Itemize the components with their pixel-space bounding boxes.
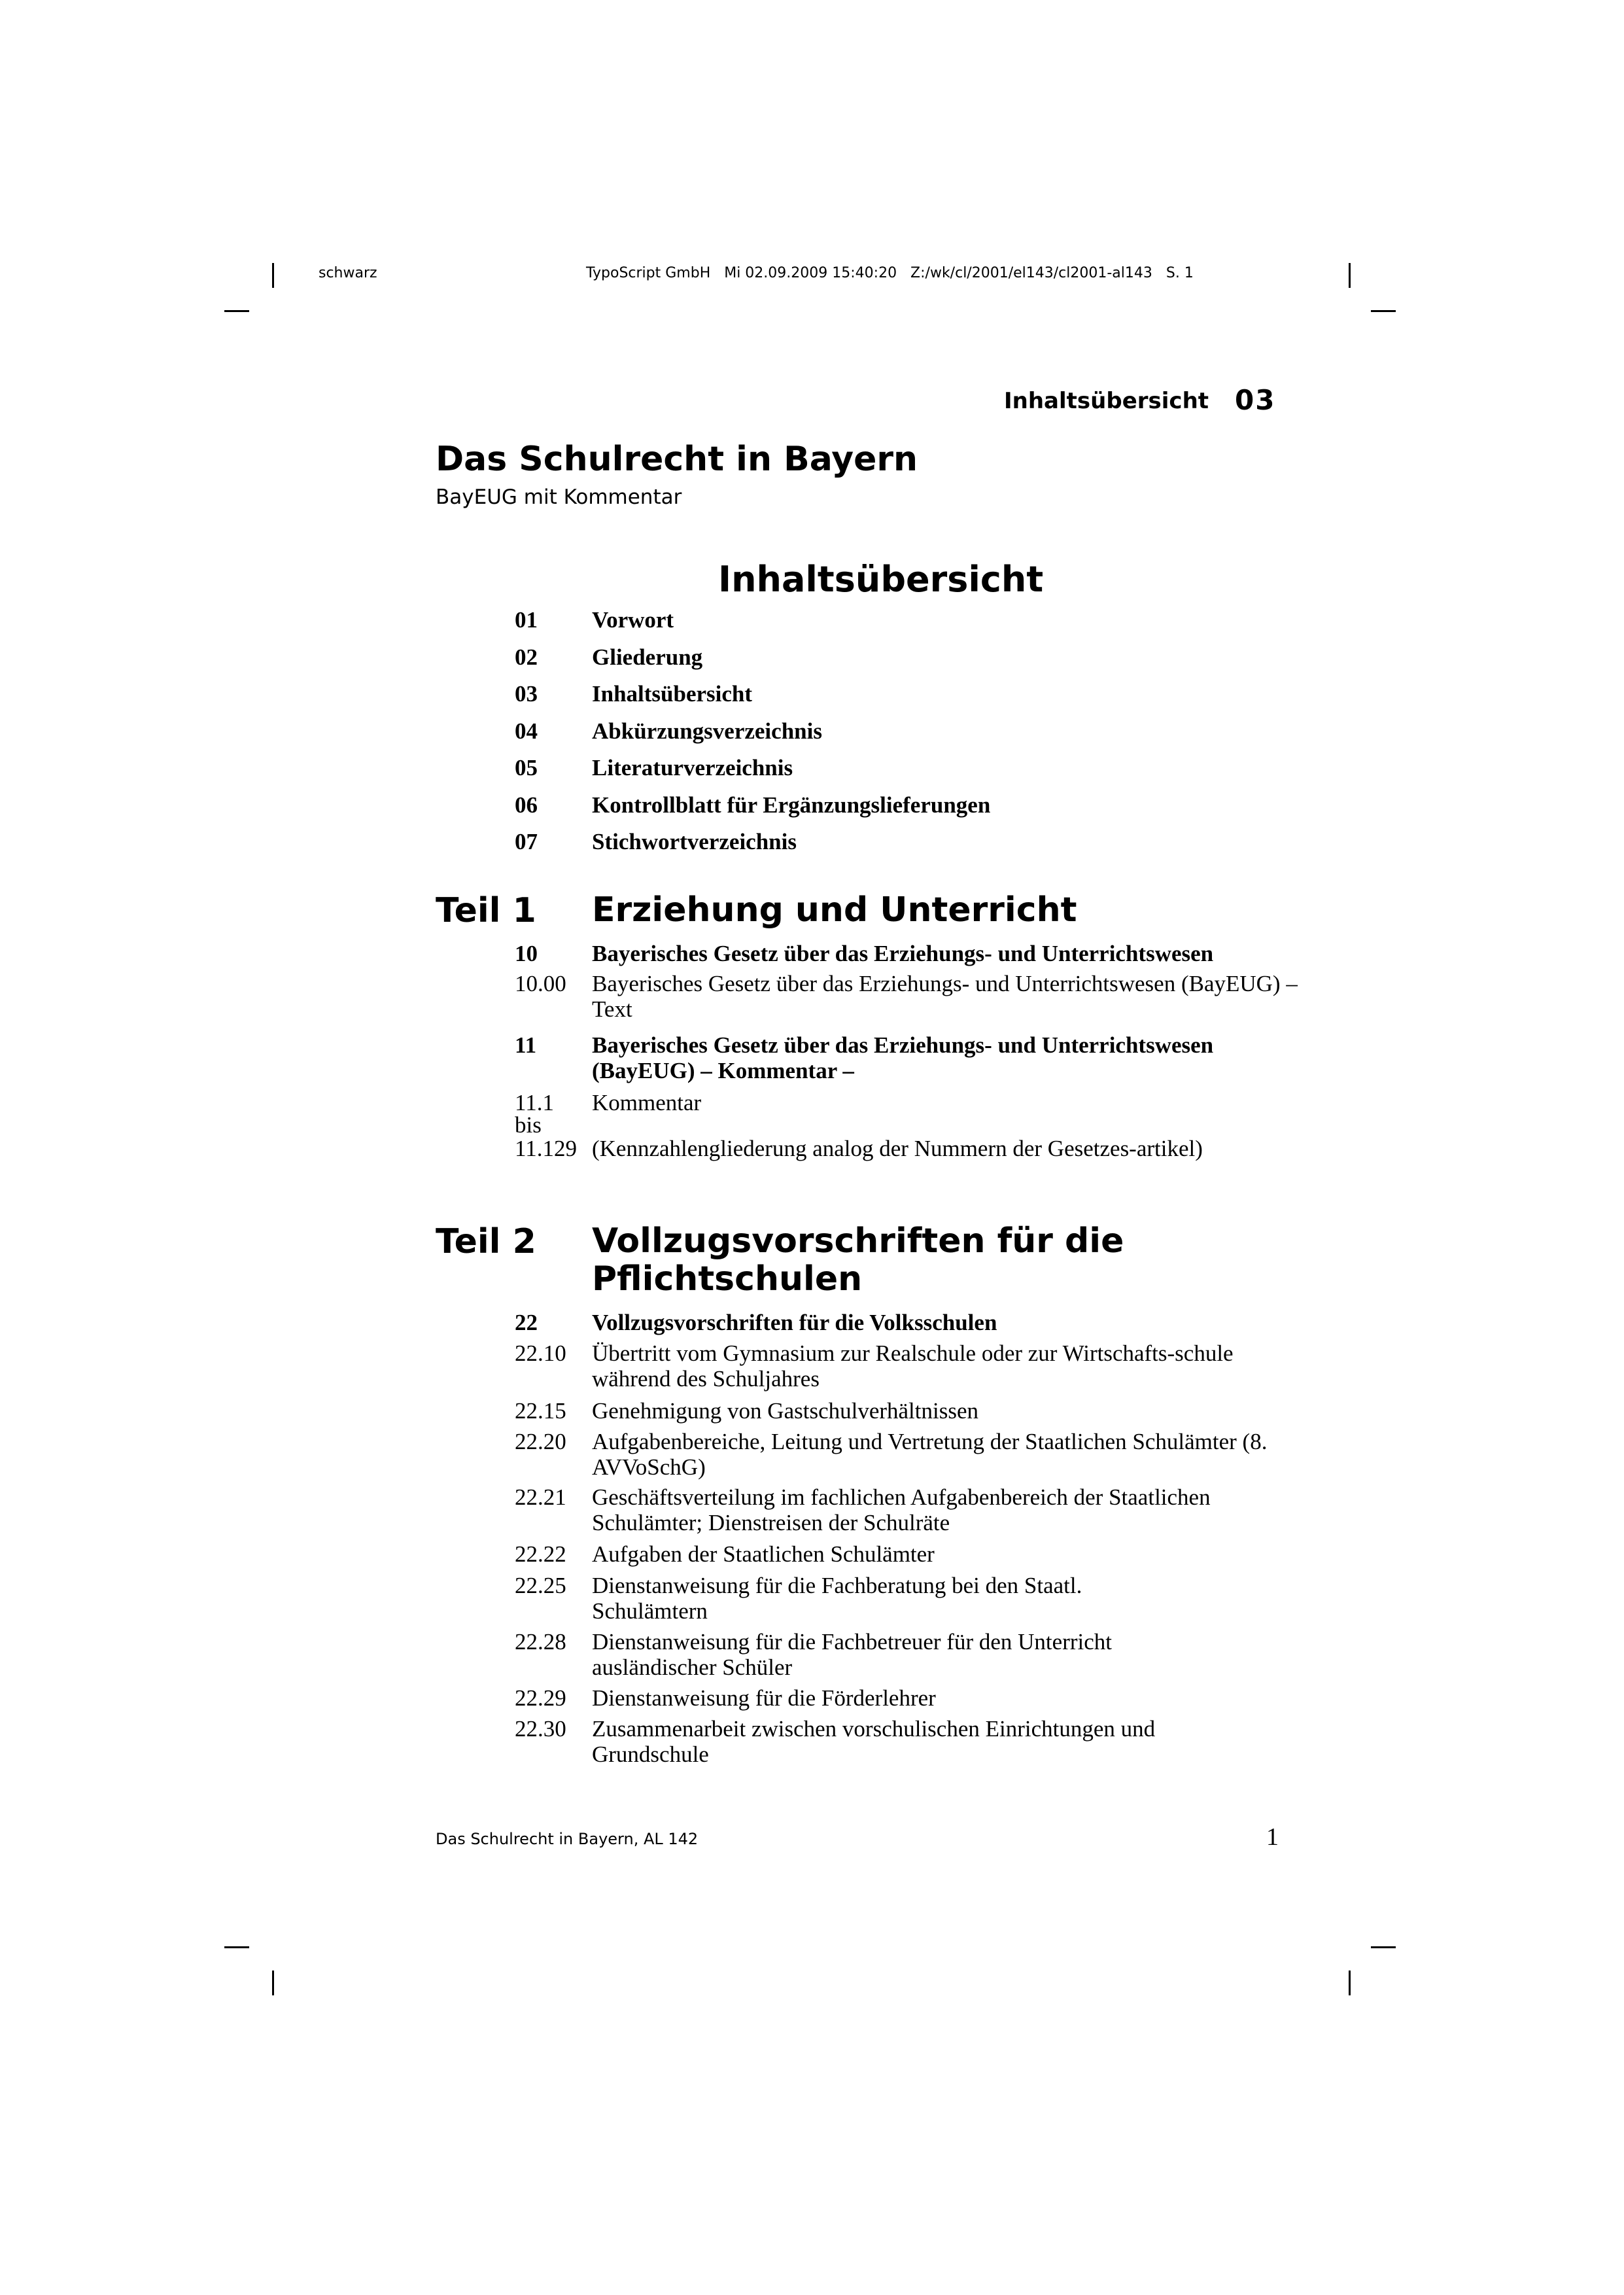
toc-entry-number: bis bbox=[515, 1112, 542, 1138]
toc-entry-text: Vollzugsvorschriften für die Volksschulen bbox=[592, 1310, 997, 1335]
toc-entry-04 bbox=[515, 718, 1300, 744]
toc-entry-02 bbox=[515, 644, 1300, 670]
toc-entry-number: 22.29 bbox=[515, 1685, 566, 1711]
crop-mark-top-left-vertical bbox=[272, 263, 274, 288]
crop-mark-bottom-left-vertical bbox=[272, 1971, 274, 1995]
crop-mark-bottom-right-horizontal bbox=[1371, 1946, 1396, 1948]
toc-entry-number: 11 bbox=[515, 1032, 537, 1058]
toc-entry-text: Kontrollblatt für Ergänzungslieferungen bbox=[592, 792, 991, 818]
part1-label: Teil 1 bbox=[436, 891, 536, 930]
toc-entry-22-21 bbox=[515, 1484, 1300, 1535]
toc-entry-text: Aufgabenbereiche, Leitung und Vertretung der Staatlichen Schulämter (8. AVVoSchG) bbox=[592, 1429, 1268, 1480]
toc-entry-text: Zusammenarbeit zwischen vorschulischen Einrichtungen und Grundschule bbox=[592, 1716, 1156, 1767]
toc-entry-text: Geschäftsverteilung im fachlichen Aufgabenbereich der Staatlichen Schulämter; Dienstreisen der Schulräte bbox=[592, 1484, 1211, 1535]
crop-mark-top-right-vertical bbox=[1349, 263, 1351, 288]
toc-entry-number: 22.10 bbox=[515, 1340, 566, 1366]
toc-entry-text: Dienstanweisung für die Förderlehrer bbox=[592, 1685, 936, 1711]
toc-entry-07 bbox=[515, 829, 1300, 854]
toc-entry-text: Bayerisches Gesetz über das Erziehungs- und Unterrichtswesen (BayEUG) – Kommentar – bbox=[592, 1032, 1214, 1083]
toc-entry-number: 10.00 bbox=[515, 971, 566, 996]
toc-entry-text: Aufgaben der Staatlichen Schulämter bbox=[592, 1541, 935, 1567]
slug-color-name: schwarz bbox=[319, 265, 377, 281]
toc-entry-text: Kommentar bbox=[592, 1090, 702, 1115]
toc-entry-number: 22 bbox=[515, 1310, 538, 1335]
toc-entry-number: 22.22 bbox=[515, 1541, 566, 1567]
toc-entry-text: Literaturverzeichnis bbox=[592, 755, 793, 780]
toc-entry-22-29 bbox=[515, 1685, 1300, 1711]
toc-entry-number: 10 bbox=[515, 941, 538, 966]
toc-entry-22-28 bbox=[515, 1629, 1300, 1680]
toc-entry-11-1 bbox=[515, 1090, 1300, 1115]
toc-entry-05 bbox=[515, 755, 1300, 780]
toc-entry-22-22 bbox=[515, 1541, 1300, 1567]
toc-entry-text: Gliederung bbox=[592, 644, 703, 670]
toc-entry-22 bbox=[515, 1310, 1300, 1335]
toc-entry-11-129 bbox=[515, 1136, 1300, 1161]
toc-entry-text: Übertritt vom Gymnasium zur Realschule oder zur Wirtschafts-schule während des Schuljahres bbox=[592, 1340, 1234, 1392]
toc-entry-03 bbox=[515, 681, 1300, 707]
toc-entry-text: Stichwortverzeichnis bbox=[592, 829, 797, 854]
toc-entry-text: Genehmigung von Gastschulverhältnissen bbox=[592, 1398, 979, 1424]
toc-entry-number: 22.30 bbox=[515, 1716, 566, 1742]
book-subtitle: BayEUG mit Kommentar bbox=[436, 485, 682, 509]
toc-entry-text: Dienstanweisung für die Fachberatung bei den Staatl. Schulämtern bbox=[592, 1573, 1082, 1624]
book-title: Das Schulrecht in Bayern bbox=[436, 440, 918, 479]
toc-entry-number: 03 bbox=[515, 681, 538, 707]
toc-entry-text: Abkürzungsverzeichnis bbox=[592, 718, 822, 744]
part2-label: Teil 2 bbox=[436, 1222, 536, 1261]
toc-entry-number: 22.20 bbox=[515, 1429, 566, 1454]
toc-entry-number: 01 bbox=[515, 607, 538, 633]
running-head-title: Inhaltsübersicht bbox=[1004, 388, 1209, 414]
toc-entry-22-25 bbox=[515, 1573, 1300, 1624]
toc-entry-22-10 bbox=[515, 1340, 1300, 1392]
running-head-number: 03 bbox=[1235, 384, 1276, 416]
toc-entry-number: 02 bbox=[515, 644, 538, 670]
toc-entry-01 bbox=[515, 607, 1300, 633]
part1-title: Erziehung und Unterricht bbox=[592, 890, 1077, 930]
toc-entry-22-20 bbox=[515, 1429, 1300, 1480]
toc-entry-number: 06 bbox=[515, 792, 538, 818]
toc-heading: Inhaltsübersicht bbox=[718, 559, 1044, 600]
toc-entry-06 bbox=[515, 792, 1300, 818]
toc-entry-number: 22.21 bbox=[515, 1484, 566, 1510]
slug-print-info: TypoScript GmbH Mi 02.09.2009 15:40:20 Z:/wk/cl/2001/el143/cl2001-al143 S. 1 bbox=[586, 265, 1194, 281]
toc-entry-number: 22.15 bbox=[515, 1398, 566, 1424]
toc-entry-text: Inhaltsübersicht bbox=[592, 681, 753, 707]
footer-book-info: Das Schulrecht in Bayern, AL 142 bbox=[436, 1830, 699, 1848]
toc-entry-22-30 bbox=[515, 1716, 1300, 1767]
toc-entry-11 bbox=[515, 1032, 1300, 1083]
toc-entry-text: Vorwort bbox=[592, 607, 674, 633]
page-number: 1 bbox=[1266, 1823, 1279, 1851]
toc-entry-number: 05 bbox=[515, 755, 538, 780]
toc-entry-text: Dienstanweisung für die Fachbetreuer für den Unterricht ausländischer Schüler bbox=[592, 1629, 1112, 1680]
toc-entry-22-15 bbox=[515, 1398, 1300, 1424]
crop-mark-top-left-horizontal bbox=[224, 310, 249, 312]
crop-mark-bottom-right-vertical bbox=[1349, 1971, 1351, 1995]
toc-entry-text: Bayerisches Gesetz über das Erziehungs- und Unterrichtswesen bbox=[592, 941, 1214, 966]
toc-entry-number: 07 bbox=[515, 829, 538, 854]
toc-entry-number: 22.28 bbox=[515, 1629, 566, 1655]
toc-entry-10 bbox=[515, 941, 1300, 966]
toc-entry-number: 04 bbox=[515, 718, 538, 744]
toc-entry-number: 22.25 bbox=[515, 1573, 566, 1598]
part2-title: Vollzugsvorschriften für die Pflichtschulen bbox=[592, 1221, 1124, 1299]
toc-entry-text: (Kennzahlengliederung analog der Nummern der Gesetzes-artikel) bbox=[592, 1136, 1203, 1161]
crop-mark-bottom-left-horizontal bbox=[224, 1946, 249, 1948]
toc-entry-text: Bayerisches Gesetz über das Erziehungs- und Unterrichtswesen (BayEUG) – Text bbox=[592, 971, 1298, 1022]
toc-entry-10-00 bbox=[515, 971, 1300, 1022]
toc-entry-number: 11.129 bbox=[515, 1136, 577, 1161]
crop-mark-top-right-horizontal bbox=[1371, 310, 1396, 312]
toc-entry-number: 11.1 bbox=[515, 1090, 554, 1115]
